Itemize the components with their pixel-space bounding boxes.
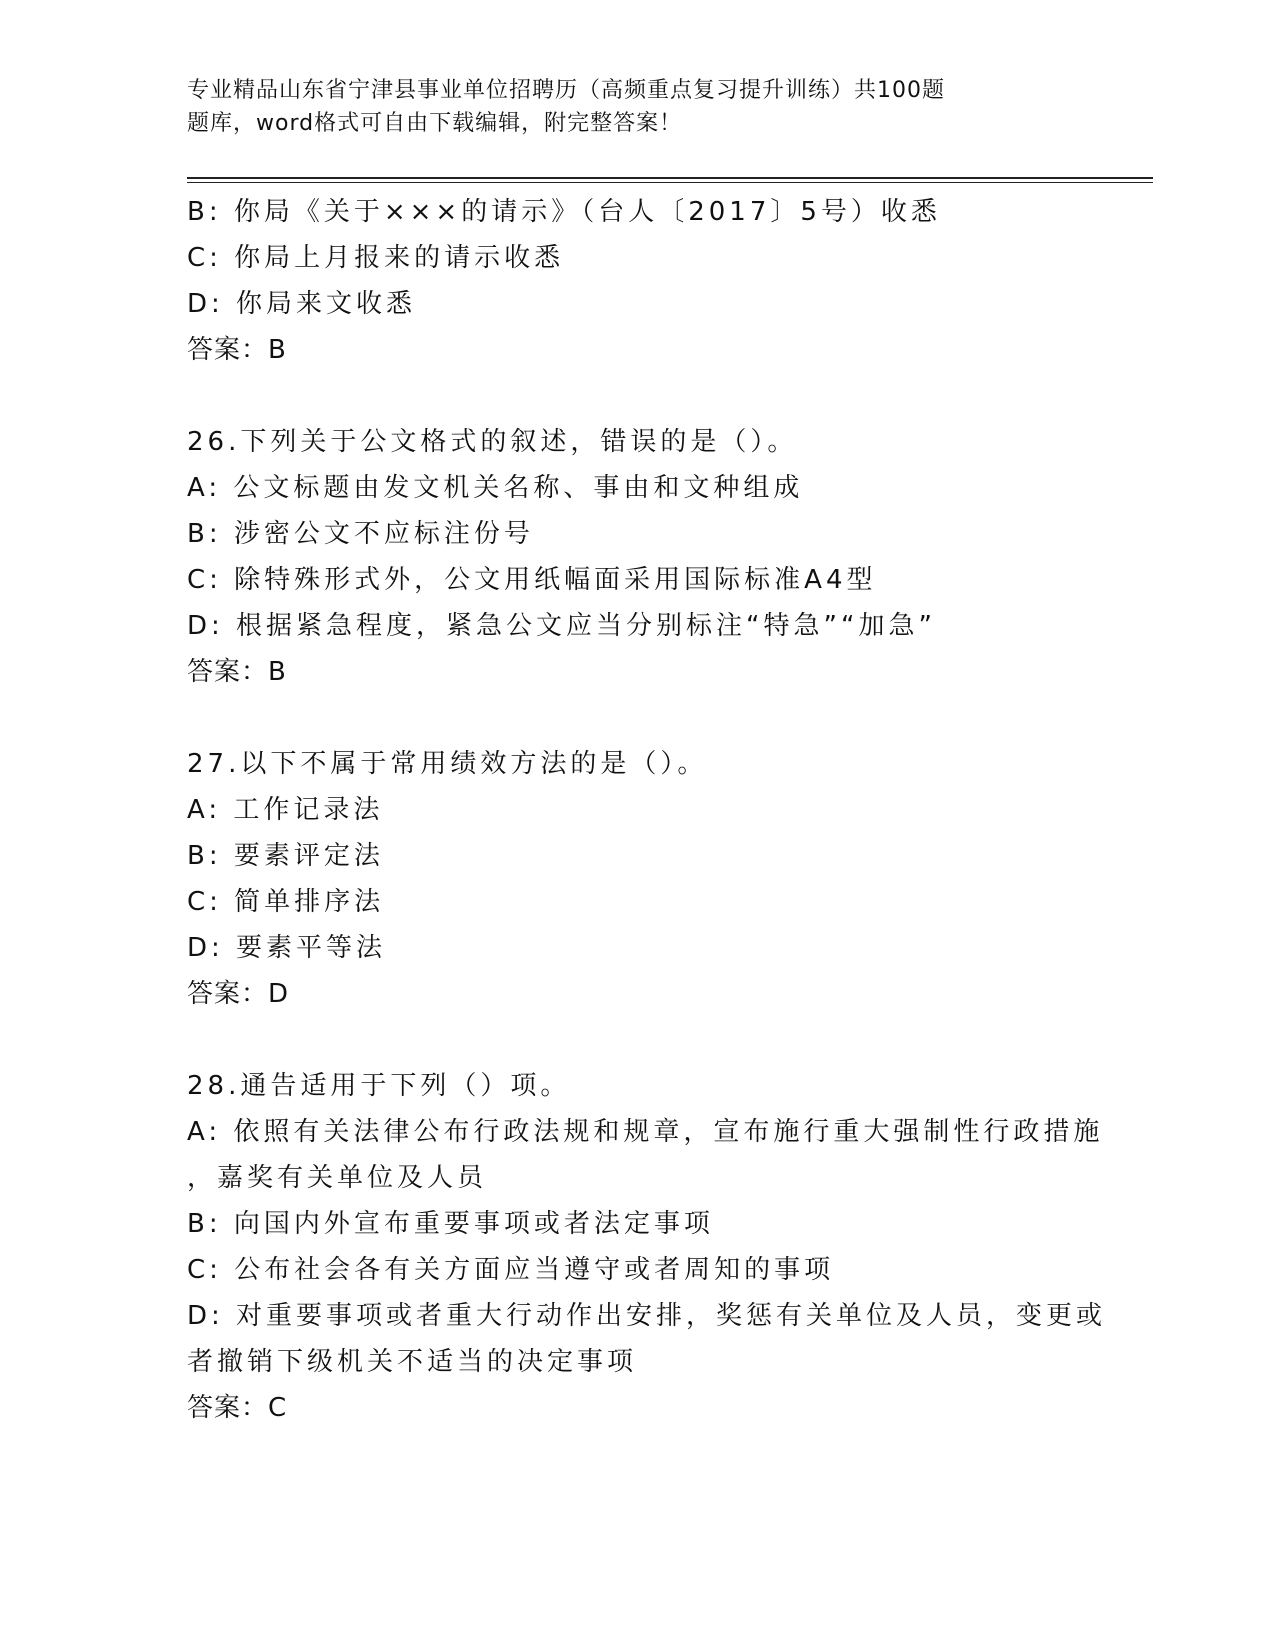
option-b: B: 要素评定法 (187, 841, 384, 871)
option-d-line-2: 者撤销下级机关不适当的决定事项 (187, 1347, 638, 1377)
spacer (187, 1017, 1087, 1063)
question-26 (187, 419, 1087, 695)
option-c: C: 你局上月报来的请示收悉 (187, 243, 565, 273)
option-d: D: 根据紧急程度，紧急公文应当分别标注“特急”“加急” (187, 611, 936, 641)
option-c: C: 除特殊形式外，公文用纸幅面采用国际标准A4型 (187, 565, 877, 595)
question-25-partial (187, 189, 1087, 373)
option-a: A: 工作记录法 (187, 795, 384, 825)
question-stem: 27.以下不属于常用绩效方法的是（）。 (187, 749, 708, 779)
answer: 答案：D (187, 979, 290, 1009)
question-list (187, 189, 1107, 1431)
spacer (187, 373, 1087, 419)
option-b: B: 向国内外宣布重要事项或者法定事项 (187, 1209, 714, 1239)
header-line-1: 专业精品山东省宁津县事业单位招聘历（高频重点复习提升训练）共100题 (187, 78, 945, 103)
option-c: C: 简单排序法 (187, 887, 385, 917)
question-28 (187, 1063, 1107, 1431)
option-b: B: 涉密公文不应标注份号 (187, 519, 534, 549)
question-stem: 28.通告适用于下列（）项。 (187, 1071, 571, 1101)
option-d: D: 要素平等法 (187, 933, 387, 963)
option-b: B: 你局《关于×××的请示》（台人〔2017〕5号）收悉 (187, 197, 941, 227)
answer: 答案：B (187, 657, 287, 687)
question-stem: 26.下列关于公文格式的叙述，错误的是（）。 (187, 427, 798, 457)
document-header (187, 74, 1017, 140)
header-divider-thick (187, 177, 1153, 179)
option-a-line-1: A: 依照有关法律公布行政法规和规章，宣布施行重大强制性行政措施 (187, 1117, 1104, 1147)
option-a-line-2: ，嘉奖有关单位及人员 (187, 1163, 488, 1193)
option-d-line-1: D: 对重要事项或者重大行动作出安排，奖惩有关单位及人员，变更或 (187, 1301, 1107, 1331)
option-d: D: 你局来文收悉 (187, 289, 417, 319)
answer: 答案：C (187, 1393, 288, 1423)
header-line-2: 题库，word格式可自由下载编辑，附完整答案！ (187, 111, 683, 136)
header-divider-thin (187, 182, 1153, 183)
spacer (187, 695, 1087, 741)
answer: 答案：B (187, 335, 287, 365)
option-a: A: 公文标题由发文机关名称、事由和文种组成 (187, 473, 804, 503)
option-c: C: 公布社会各有关方面应当遵守或者周知的事项 (187, 1255, 835, 1285)
question-27 (187, 741, 1087, 1017)
